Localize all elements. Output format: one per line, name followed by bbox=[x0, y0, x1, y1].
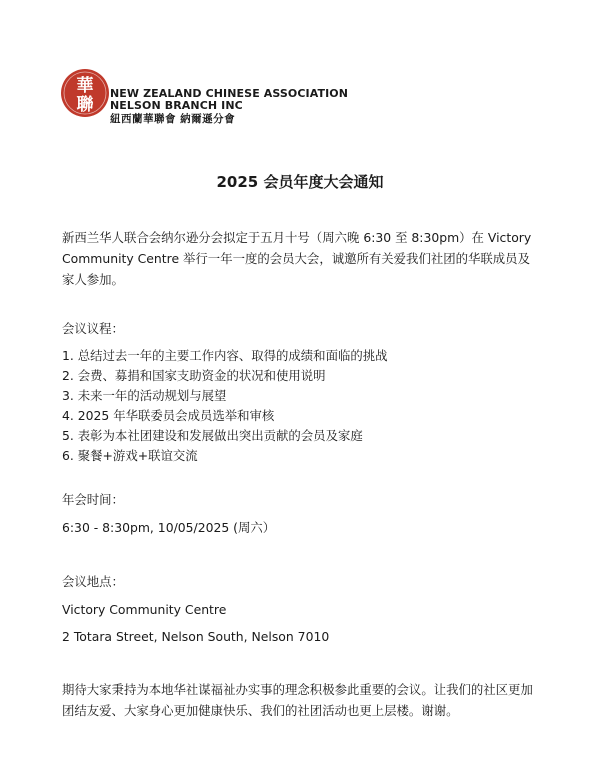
org-name-en-line1: NEW ZEALAND CHINESE ASSOCIATION bbox=[110, 87, 349, 100]
venue-name: Victory Community Centre bbox=[62, 602, 227, 617]
intro-paragraph: 新西兰华人联合会纳尔逊分会拟定于五月十号（周六晚 6:30 至 8:30pm）在 Victory Community Centre 举行一年一度的会员大会，诚邀所有关爱我们社团的华联成员及家人参加。 bbox=[62, 230, 532, 287]
org-name-en-line2: NELSON BRANCH INC bbox=[110, 99, 243, 112]
agenda-item: 6. 聚餐+游戏+联谊交流 bbox=[62, 448, 198, 463]
org-name-zh: 紐西蘭華聯會 納爾遜分會 bbox=[110, 113, 236, 125]
notice-title: 2025 会员年度大会通知 bbox=[216, 173, 384, 191]
time-heading: 年会时间： bbox=[62, 492, 124, 507]
agenda-item: 1. 总结过去一年的主要工作内容、取得的成绩和面临的挑战 bbox=[62, 348, 388, 363]
svg-text:華: 華 bbox=[76, 76, 94, 96]
venue-address: 2 Totara Street, Nelson South, Nelson 7010 bbox=[62, 629, 330, 644]
svg-text:聯: 聯 bbox=[76, 95, 94, 115]
place-heading: 会议地点： bbox=[62, 574, 124, 589]
agenda-item: 5. 表彰为本社团建设和发展做出突出贡献的会员及家庭 bbox=[62, 428, 363, 443]
agenda-list bbox=[62, 346, 542, 466]
time-value: 6:30 - 8:30pm, 10/05/2025 (周六） bbox=[62, 520, 276, 535]
organization-name bbox=[110, 88, 380, 126]
agenda-item: 4. 2025 年华联委员会成员选举和审核 bbox=[62, 408, 275, 423]
agenda-item: 2. 会费、募捐和国家支助资金的状况和使用说明 bbox=[62, 368, 326, 383]
association-seal-logo bbox=[58, 66, 116, 124]
closing-paragraph: 期待大家秉持为本地华社谋福祉办实事的理念积极参此重要的会议。让我们的社区更加团结友爱、大家身心更加健康快乐、我们的社团活动也更上层楼。谢谢。 bbox=[62, 682, 533, 718]
letterhead bbox=[58, 66, 378, 132]
agenda-heading: 会议议程： bbox=[62, 321, 124, 336]
agenda-item: 3. 未来一年的活动规划与展望 bbox=[62, 388, 227, 403]
